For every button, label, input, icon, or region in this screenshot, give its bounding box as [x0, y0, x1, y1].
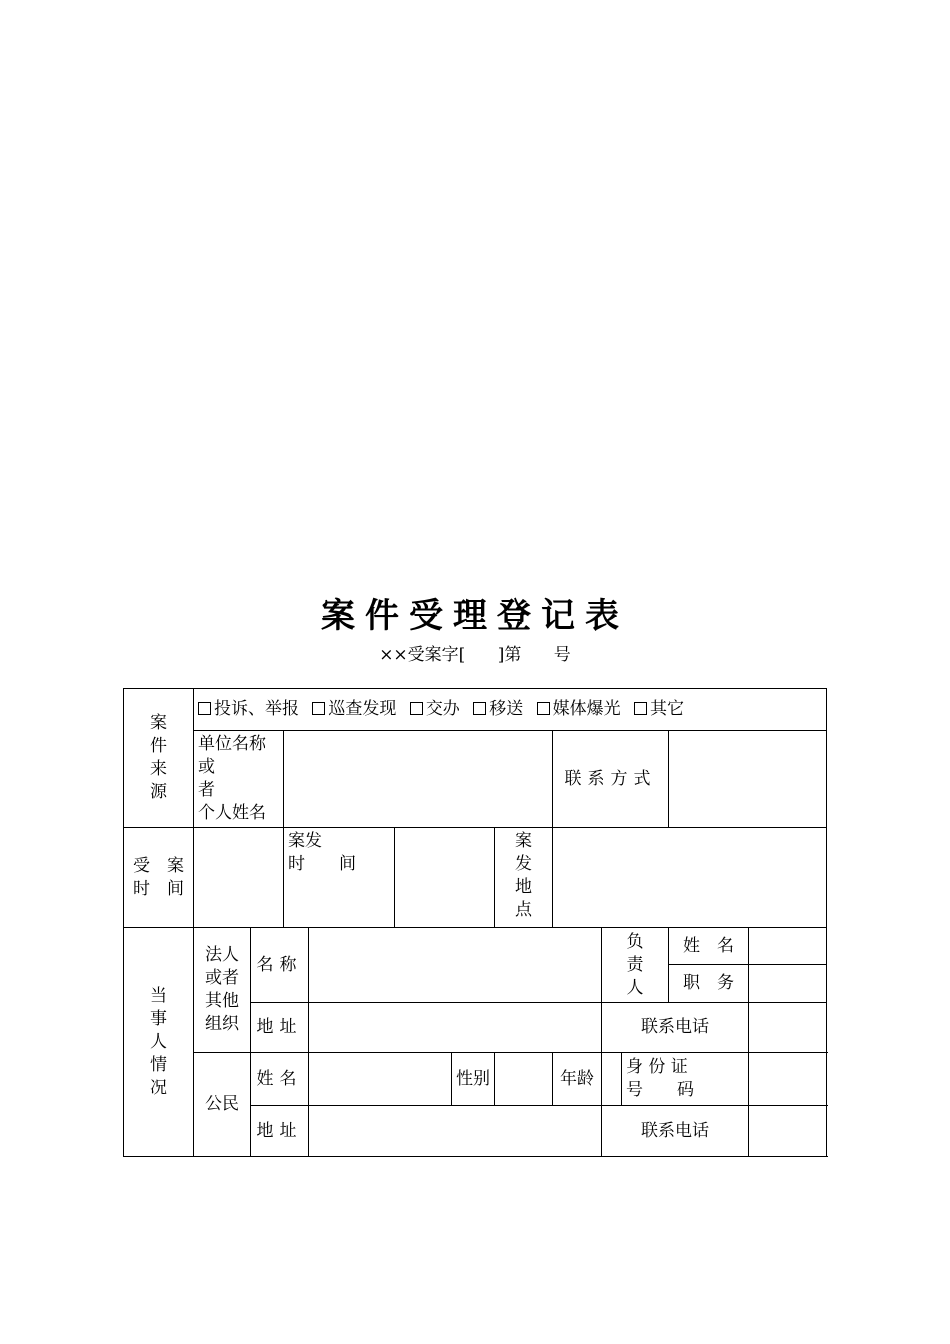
entity-phone-label: 联系电话 [602, 1003, 749, 1053]
contact-label: 联系方式 [553, 731, 669, 828]
id-number-label: 身 份 证 号 码 [622, 1053, 749, 1106]
citizen-address-label: 地址 [251, 1106, 309, 1157]
age-field[interactable] [602, 1053, 622, 1106]
accept-time-field[interactable] [194, 828, 284, 928]
checkbox-icon[interactable] [634, 702, 647, 715]
source-option-complaint[interactable]: 投诉、举报 [198, 699, 299, 719]
source-option-assigned[interactable]: 交办 [410, 699, 460, 719]
case-source-options [194, 689, 827, 731]
entity-name-label: 名称 [251, 928, 309, 1003]
person-in-charge-label-cell [602, 928, 669, 1003]
citizen-label: 公民 [194, 1053, 251, 1157]
age-label: 年龄 [553, 1053, 602, 1106]
case-source-label: 案件来源 [149, 713, 167, 802]
checkbox-icon[interactable] [537, 702, 550, 715]
citizen-name-label: 姓名 [251, 1053, 309, 1106]
citizen-phone-label: 联系电话 [602, 1106, 749, 1157]
occur-place-label: 案发地点 [514, 831, 532, 920]
checkbox-icon[interactable] [198, 702, 211, 715]
occur-place-field[interactable] [553, 828, 827, 928]
citizen-phone-field[interactable] [749, 1106, 827, 1157]
contact-field[interactable] [669, 731, 827, 828]
checkbox-icon[interactable] [473, 702, 486, 715]
source-option-transferred[interactable]: 移送 [473, 699, 523, 719]
id-number-field[interactable] [749, 1053, 827, 1106]
checkbox-icon[interactable] [410, 702, 423, 715]
entity-address-label: 地址 [251, 1003, 309, 1053]
unit-name-label: 单位名称 或 者 个人姓名 [194, 731, 284, 828]
legal-entity-label: 法人 或者 其他 组织 [194, 928, 251, 1053]
unit-name-field[interactable] [284, 731, 553, 828]
source-option-other[interactable]: 其它 [634, 699, 684, 719]
source-option-media[interactable]: 媒体爆光 [537, 699, 621, 719]
occur-place-label-cell [495, 828, 553, 928]
occur-time-field[interactable] [395, 828, 495, 928]
registration-form [123, 688, 827, 1157]
entity-phone-field[interactable] [749, 1003, 827, 1053]
entity-name-field[interactable] [309, 928, 602, 1003]
gender-field[interactable] [495, 1053, 553, 1106]
gender-label: 性别 [452, 1053, 495, 1106]
citizen-address-field[interactable] [309, 1106, 602, 1157]
entity-address-field[interactable] [309, 1003, 602, 1053]
party-label-cell [124, 928, 194, 1157]
case-number-line: ××受案字[ ]第 号 [379, 645, 571, 665]
surname-field[interactable] [749, 928, 827, 965]
citizen-name-field[interactable] [309, 1053, 452, 1106]
party-label: 当事人情况 [149, 985, 167, 1098]
checkbox-icon[interactable] [312, 702, 325, 715]
occur-time-label: 案发 时 间 [284, 828, 395, 928]
position-label: 职 务 [669, 965, 749, 1003]
surname-label: 姓 名 [669, 928, 749, 965]
position-field[interactable] [749, 965, 827, 1003]
source-option-inspection[interactable]: 巡查发现 [312, 699, 396, 719]
case-source-label-cell [124, 689, 194, 828]
accept-time-label: 受 案 时 间 [124, 828, 194, 928]
page-title: 案件受理登记表 [321, 596, 629, 636]
person-in-charge-label: 负责人 [626, 931, 644, 998]
